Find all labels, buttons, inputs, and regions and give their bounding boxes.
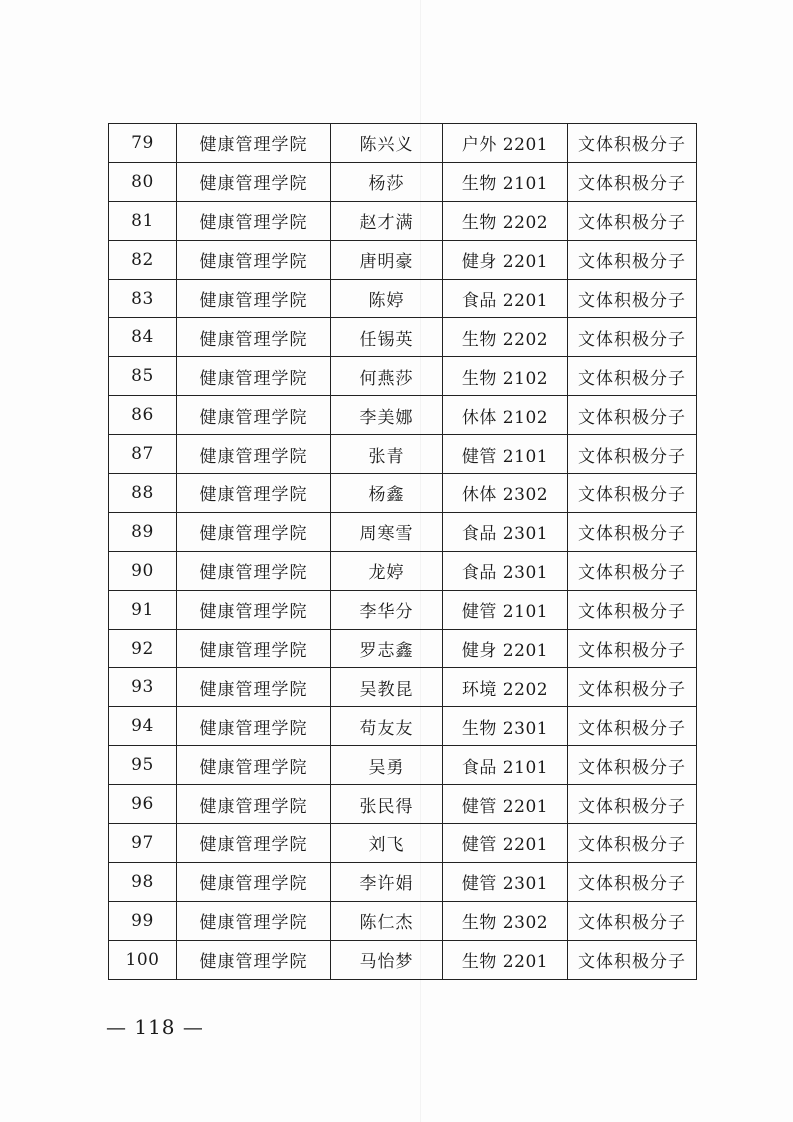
student-name-cell: 马怡梦	[331, 940, 443, 979]
table-row	[109, 940, 697, 979]
college-cell: 健康管理学院	[177, 474, 331, 513]
table-row	[109, 551, 697, 590]
table-row	[109, 746, 697, 785]
college-cell: 健康管理学院	[177, 590, 331, 629]
row-number: 93	[109, 668, 177, 707]
class-cell: 健管 2201	[443, 824, 568, 863]
row-number: 79	[109, 124, 177, 163]
class-cell: 健管 2101	[443, 435, 568, 474]
award-cell: 文体积极分子	[568, 357, 697, 396]
award-cell: 文体积极分子	[568, 551, 697, 590]
table-row	[109, 201, 697, 240]
college-cell: 健康管理学院	[177, 435, 331, 474]
college-cell: 健康管理学院	[177, 279, 331, 318]
college-cell: 健康管理学院	[177, 707, 331, 746]
college-cell: 健康管理学院	[177, 201, 331, 240]
award-cell: 文体积极分子	[568, 162, 697, 201]
row-number: 98	[109, 862, 177, 901]
row-number: 97	[109, 824, 177, 863]
class-cell: 生物 2302	[443, 901, 568, 940]
class-cell: 生物 2201	[443, 940, 568, 979]
award-cell: 文体积极分子	[568, 279, 697, 318]
table-row	[109, 435, 697, 474]
award-cell: 文体积极分子	[568, 590, 697, 629]
student-name-cell: 杨莎	[331, 162, 443, 201]
table-row	[109, 357, 697, 396]
student-name-cell: 何燕莎	[331, 357, 443, 396]
table-row	[109, 279, 697, 318]
award-cell: 文体积极分子	[568, 201, 697, 240]
row-number: 91	[109, 590, 177, 629]
award-cell: 文体积极分子	[568, 318, 697, 357]
award-cell: 文体积极分子	[568, 474, 697, 513]
student-name-cell: 李许娟	[331, 862, 443, 901]
award-roster-table	[108, 123, 697, 980]
college-cell: 健康管理学院	[177, 512, 331, 551]
student-name-cell: 张青	[331, 435, 443, 474]
college-cell: 健康管理学院	[177, 240, 331, 279]
college-cell: 健康管理学院	[177, 901, 331, 940]
class-cell: 食品 2301	[443, 551, 568, 590]
table-row	[109, 707, 697, 746]
award-cell: 文体积极分子	[568, 124, 697, 163]
college-cell: 健康管理学院	[177, 824, 331, 863]
college-cell: 健康管理学院	[177, 785, 331, 824]
roster-table-body	[109, 124, 697, 980]
award-cell: 文体积极分子	[568, 707, 697, 746]
award-cell: 文体积极分子	[568, 901, 697, 940]
student-name-cell: 赵才满	[331, 201, 443, 240]
award-cell: 文体积极分子	[568, 746, 697, 785]
student-name-cell: 李美娜	[331, 396, 443, 435]
row-number: 100	[109, 940, 177, 979]
row-number: 90	[109, 551, 177, 590]
table-row	[109, 240, 697, 279]
table-row	[109, 318, 697, 357]
row-number: 86	[109, 396, 177, 435]
student-name-cell: 唐明豪	[331, 240, 443, 279]
table-row	[109, 824, 697, 863]
student-name-cell: 罗志鑫	[331, 629, 443, 668]
table-row	[109, 474, 697, 513]
college-cell: 健康管理学院	[177, 940, 331, 979]
row-number: 95	[109, 746, 177, 785]
table-row	[109, 862, 697, 901]
award-cell: 文体积极分子	[568, 668, 697, 707]
class-cell: 休体 2302	[443, 474, 568, 513]
table-row	[109, 590, 697, 629]
college-cell: 健康管理学院	[177, 629, 331, 668]
student-name-cell: 吴勇	[331, 746, 443, 785]
college-cell: 健康管理学院	[177, 862, 331, 901]
row-number: 99	[109, 901, 177, 940]
student-name-cell: 吴教昆	[331, 668, 443, 707]
student-name-cell: 陈仁杰	[331, 901, 443, 940]
college-cell: 健康管理学院	[177, 668, 331, 707]
row-number: 81	[109, 201, 177, 240]
award-cell: 文体积极分子	[568, 435, 697, 474]
college-cell: 健康管理学院	[177, 746, 331, 785]
row-number: 96	[109, 785, 177, 824]
row-number: 87	[109, 435, 177, 474]
class-cell: 生物 2301	[443, 707, 568, 746]
row-number: 94	[109, 707, 177, 746]
table-row	[109, 785, 697, 824]
class-cell: 健管 2101	[443, 590, 568, 629]
award-cell: 文体积极分子	[568, 629, 697, 668]
student-name-cell: 龙婷	[331, 551, 443, 590]
class-cell: 食品 2101	[443, 746, 568, 785]
row-number: 92	[109, 629, 177, 668]
class-cell: 生物 2202	[443, 201, 568, 240]
college-cell: 健康管理学院	[177, 318, 331, 357]
class-cell: 休体 2102	[443, 396, 568, 435]
table-row	[109, 668, 697, 707]
student-name-cell: 陈兴义	[331, 124, 443, 163]
class-cell: 生物 2202	[443, 318, 568, 357]
row-number: 83	[109, 279, 177, 318]
student-name-cell: 张民得	[331, 785, 443, 824]
college-cell: 健康管理学院	[177, 162, 331, 201]
student-name-cell: 周寒雪	[331, 512, 443, 551]
class-cell: 户外 2201	[443, 124, 568, 163]
college-cell: 健康管理学院	[177, 551, 331, 590]
row-number: 80	[109, 162, 177, 201]
table-row	[109, 901, 697, 940]
class-cell: 食品 2301	[443, 512, 568, 551]
student-name-cell: 苟友友	[331, 707, 443, 746]
class-cell: 健身 2201	[443, 629, 568, 668]
student-name-cell: 李华分	[331, 590, 443, 629]
award-cell: 文体积极分子	[568, 940, 697, 979]
student-name-cell: 杨鑫	[331, 474, 443, 513]
class-cell: 健管 2201	[443, 785, 568, 824]
class-cell: 环境 2202	[443, 668, 568, 707]
award-cell: 文体积极分子	[568, 785, 697, 824]
award-cell: 文体积极分子	[568, 240, 697, 279]
class-cell: 健管 2301	[443, 862, 568, 901]
row-number: 84	[109, 318, 177, 357]
table-row	[109, 162, 697, 201]
class-cell: 健身 2201	[443, 240, 568, 279]
award-cell: 文体积极分子	[568, 862, 697, 901]
class-cell: 食品 2201	[443, 279, 568, 318]
award-cell: 文体积极分子	[568, 396, 697, 435]
student-name-cell: 刘飞	[331, 824, 443, 863]
college-cell: 健康管理学院	[177, 357, 331, 396]
table-row	[109, 124, 697, 163]
row-number: 88	[109, 474, 177, 513]
page-number: — 118 —	[106, 1015, 204, 1039]
class-cell: 生物 2102	[443, 357, 568, 396]
student-name-cell: 任锡英	[331, 318, 443, 357]
student-name-cell: 陈婷	[331, 279, 443, 318]
class-cell: 生物 2101	[443, 162, 568, 201]
table-row	[109, 512, 697, 551]
college-cell: 健康管理学院	[177, 396, 331, 435]
award-cell: 文体积极分子	[568, 824, 697, 863]
college-cell: 健康管理学院	[177, 124, 331, 163]
row-number: 89	[109, 512, 177, 551]
table-row	[109, 396, 697, 435]
award-cell: 文体积极分子	[568, 512, 697, 551]
table-row	[109, 629, 697, 668]
row-number: 82	[109, 240, 177, 279]
row-number: 85	[109, 357, 177, 396]
